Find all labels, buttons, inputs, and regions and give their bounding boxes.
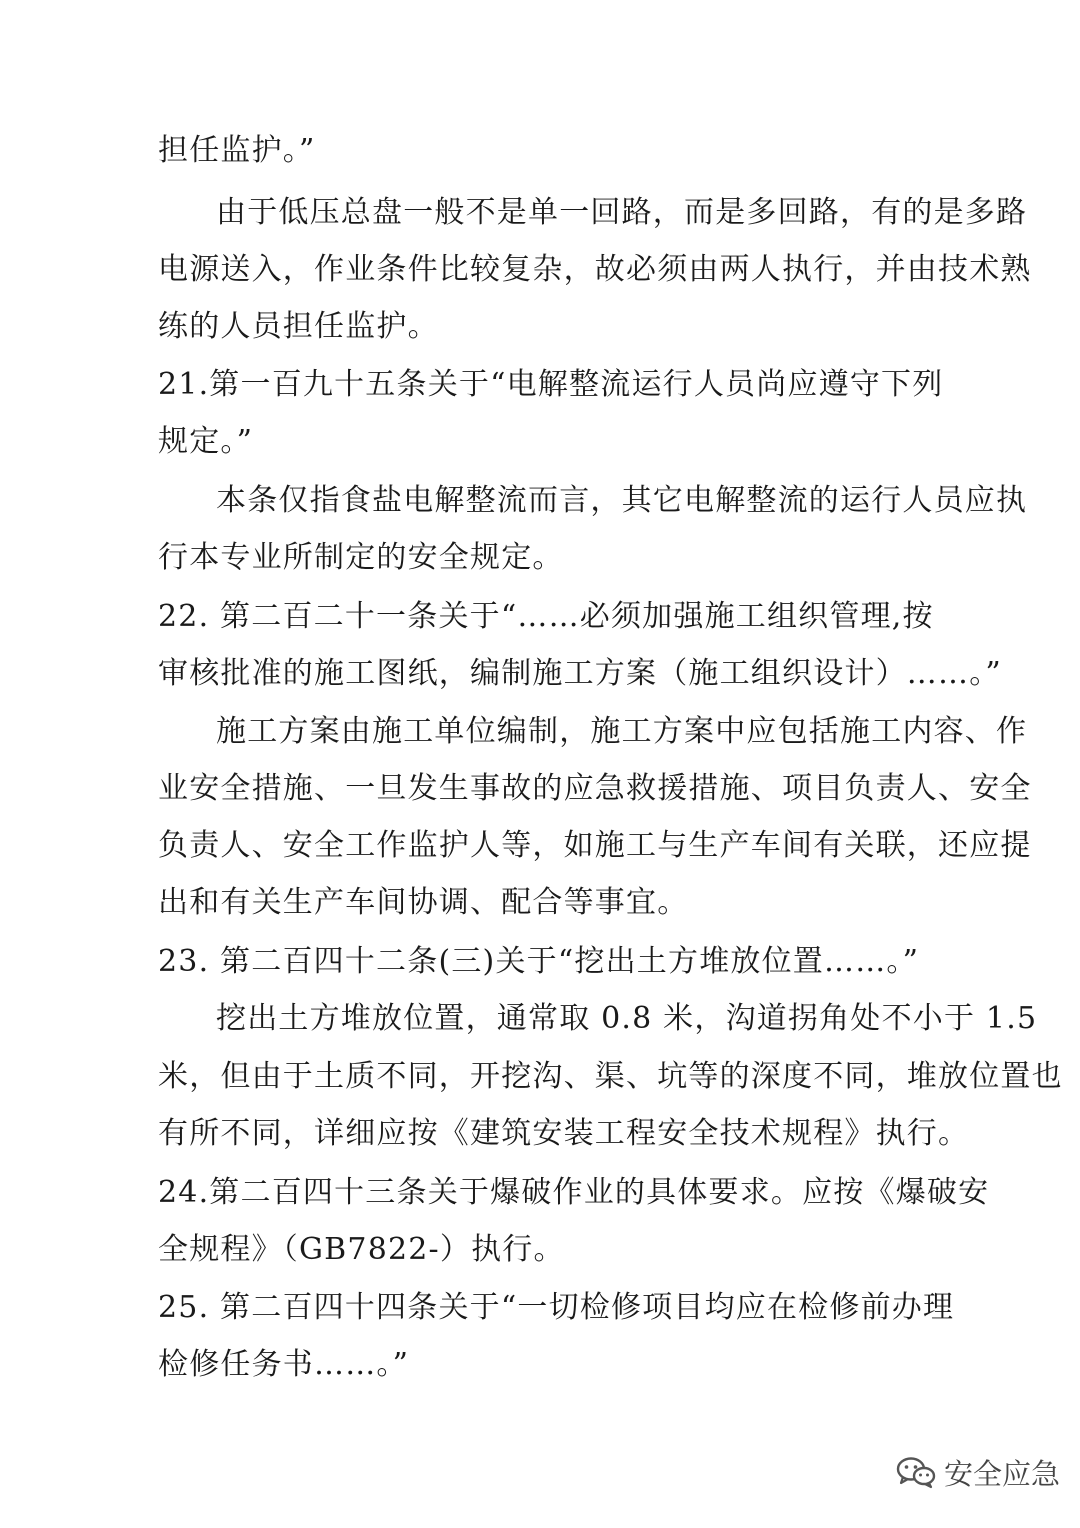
text-line: 21.第一百九十五条关于“电解整流运行人员尚应遵守下列	[158, 367, 944, 402]
text-line: 23. 第二百四十二条(三)关于“挖出土方堆放位置……。”	[158, 944, 920, 979]
text-line: 担任监护。”	[158, 133, 316, 168]
text-line: 行本专业所制定的安全规定。	[158, 540, 564, 575]
text-line: 24.第二百四十三条关于爆破作业的具体要求。应按《爆破安	[158, 1175, 990, 1210]
text-line: 练的人员担任监护。	[158, 309, 439, 344]
text-line: 负责人、安全工作监护人等，如施工与生产车间有关联，还应提	[158, 828, 1032, 863]
text-line: 出和有关生产车间协调、配合等事宜。	[158, 885, 689, 920]
watermark-text: 安全应急	[944, 1456, 1061, 1491]
text-line: 施工方案由施工单位编制，施工方案中应包括施工内容、作	[216, 714, 1028, 749]
text-line: 电源送入，作业条件比较复杂，故必须由两人执行，并由技术熟	[158, 252, 1032, 287]
text-line: 规定。”	[158, 424, 254, 459]
text-line: 由于低压总盘一般不是单一回路，而是多回路，有的是多路	[216, 195, 1028, 230]
text-line: 全规程》（GB7822-）执行。	[158, 1232, 565, 1267]
wechat-watermark	[896, 1452, 1060, 1492]
text-line: 业安全措施、一旦发生事故的应急救援措施、项目负责人、安全	[158, 771, 1032, 806]
text-line: 有所不同，详细应按《建筑安装工程安全技术规程》执行。	[158, 1116, 970, 1151]
wechat-icon	[896, 1456, 936, 1488]
text-line: 米，但由于土质不同，开挖沟、渠、坑等的深度不同，堆放位置也	[158, 1059, 1063, 1094]
text-line: 本条仅指食盐电解整流而言，其它电解整流的运行人员应执	[216, 483, 1028, 518]
text-line: 挖出土方堆放位置，通常取 0.8 米，沟道拐角处不小于 1.5	[216, 1001, 1038, 1036]
text-line: 22. 第二百二十一条关于“……必须加强施工组织管理,按	[158, 599, 934, 634]
text-line: 25. 第二百四十四条关于“一切检修项目均应在检修前办理	[158, 1290, 955, 1325]
text-line: 检修任务书……。”	[158, 1347, 410, 1382]
text-line: 审核批准的施工图纸，编制施工方案（施工组织设计）……。”	[158, 656, 1002, 691]
